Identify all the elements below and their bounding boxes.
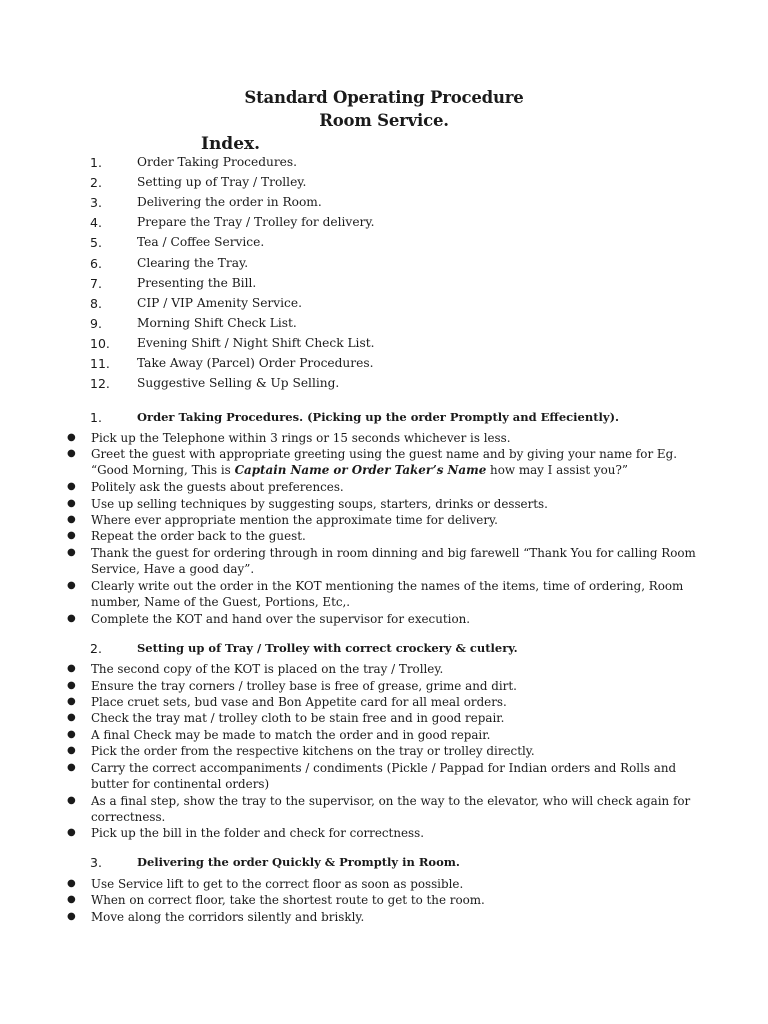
bullet-icon: ●	[67, 448, 76, 459]
section-title: Setting up of Tray / Trolley with correct crockery & cutlery.	[137, 641, 518, 655]
list-item-text: Repeat the order back to the guest.	[91, 529, 306, 543]
index-item-text: Prepare the Tray / Trolley for delivery.	[137, 215, 375, 229]
index-item-text: Clearing the Tray.	[137, 256, 249, 270]
index-item-number: 4.	[90, 215, 102, 230]
list-item-text: Complete the KOT and hand over the supervisor for execution.	[91, 612, 471, 626]
bullet-icon: ●	[67, 580, 76, 591]
bullet-icon: ●	[67, 432, 76, 443]
index-item-number: 1.	[90, 155, 102, 170]
section-title: Delivering the order Quickly & Promptly in Room.	[137, 855, 460, 869]
list-item-text: Pick up the Telephone within 3 rings or 15 seconds whichever is less.	[91, 431, 511, 445]
index-item-number: 3.	[90, 195, 102, 210]
list-item-text: When on correct floor, take the shortest route to get to the room.	[91, 893, 485, 907]
list-item-text: number, Name of the Guest, Portions, Etc,.	[91, 595, 351, 610]
list-item-text: how may I assist you?”	[486, 463, 628, 478]
section-number: 3.	[90, 855, 102, 870]
bullet-icon: ●	[67, 514, 76, 525]
index-item-text: CIP / VIP Amenity Service.	[137, 296, 302, 310]
list-item-text: butter for continental orders)	[91, 777, 270, 792]
bullet-icon: ●	[67, 795, 76, 806]
bullet-icon: ●	[67, 663, 76, 674]
list-item-text: correctness.	[91, 810, 166, 825]
list-item-text: Greet the guest with appropriate greeting using the guest name and by giving your name for Eg.	[91, 447, 678, 461]
bullet-icon: ●	[67, 712, 76, 723]
emphasis-text: Captain Name or Order Taker’s Name	[234, 463, 487, 478]
index-item-number: 9.	[90, 316, 102, 331]
section-number: 2.	[90, 641, 102, 656]
bullet-icon: ●	[67, 894, 76, 905]
list-item-text: A final Check may be made to match the order and in good repair.	[91, 728, 491, 742]
list-item-text: Pick the order from the respective kitchens on the tray or trolley directly.	[91, 744, 535, 758]
bullet-icon: ●	[67, 547, 76, 558]
bullet-icon: ●	[67, 481, 76, 492]
index-item-text: Presenting the Bill.	[137, 276, 257, 290]
list-item-text: Use up selling techniques by suggesting soups, starters, drinks or desserts.	[91, 497, 548, 511]
index-item-number: 8.	[90, 296, 102, 311]
list-item-text: Clearly write out the order in the KOT mentioning the names of the items, time of ordering, Room	[91, 579, 684, 593]
bullet-icon: ●	[67, 911, 76, 922]
list-item-text: Where ever appropriate mention the approximate time for delivery.	[91, 513, 498, 527]
list-item-text: Carry the correct accompaniments / condiments (Pickle / Pappad for Indian orders and Rolls and	[91, 761, 677, 775]
list-item-text: As a final step, show the tray to the supervisor, on the way to the elevator, who will check again for	[91, 794, 691, 808]
index-item-number: 2.	[90, 175, 102, 190]
list-item-text: Service, Have a good day”.	[91, 562, 255, 577]
bullet-icon: ●	[67, 696, 76, 707]
list-item-text: Pick up the bill in the folder and check for correctness.	[91, 826, 425, 840]
index-item-number: 12.	[90, 376, 110, 391]
list-item-text: Move along the corridors silently and briskly.	[91, 910, 365, 924]
bullet-icon: ●	[67, 530, 76, 541]
index-item-text: Evening Shift / Night Shift Check List.	[137, 336, 375, 350]
bullet-icon: ●	[67, 878, 76, 889]
list-item-text: “Good Morning, This is	[91, 463, 235, 478]
index-item-number: 11.	[90, 356, 110, 371]
list-item-text: Ensure the tray corners / trolley base is free of grease, grime and dirt.	[91, 679, 517, 693]
bullet-icon: ●	[67, 498, 76, 509]
index-item-text: Tea / Coffee Service.	[137, 235, 265, 249]
index-item-number: 7.	[90, 276, 102, 291]
list-item-text: Politely ask the guests about preferences.	[91, 480, 344, 494]
index-item-text: Morning Shift Check List.	[137, 316, 297, 330]
index-item-text: Setting up of Tray / Trolley.	[137, 175, 307, 189]
list-item-text: The second copy of the KOT is placed on the tray / Trolley.	[91, 662, 444, 676]
document-subtitle: Room Service.	[319, 111, 449, 130]
bullet-icon: ●	[67, 729, 76, 740]
index-heading: Index.	[201, 134, 261, 154]
list-item-text: Thank the guest for ordering through in room dinning and big farewell “Thank You for calling Room	[91, 546, 696, 560]
index-item-number: 10.	[90, 336, 110, 351]
list-item-text: Check the tray mat / trolley cloth to be stain free and in good repair.	[91, 711, 505, 725]
index-item-text: Suggestive Selling & Up Selling.	[137, 376, 340, 390]
index-item-text: Order Taking Procedures.	[137, 155, 298, 169]
bullet-icon: ●	[67, 762, 76, 773]
section-title: Order Taking Procedures. (Picking up the order Promptly and Effeciently).	[137, 410, 620, 424]
bullet-icon: ●	[67, 613, 76, 624]
bullet-icon: ●	[67, 745, 76, 756]
list-item-text: Use Service lift to get to the correct floor as soon as possible.	[91, 877, 464, 891]
index-item-number: 6.	[90, 256, 102, 271]
index-item-text: Delivering the order in Room.	[137, 195, 322, 209]
section-number: 1.	[90, 410, 102, 425]
bullet-icon: ●	[67, 680, 76, 691]
document-title: Standard Operating Procedure	[244, 88, 524, 107]
index-item-number: 5.	[90, 235, 102, 250]
index-item-text: Take Away (Parcel) Order Procedures.	[137, 356, 374, 370]
bullet-icon: ●	[67, 827, 76, 838]
list-item-text: Place cruet sets, bud vase and Bon Appetite card for all meal orders.	[91, 695, 507, 709]
